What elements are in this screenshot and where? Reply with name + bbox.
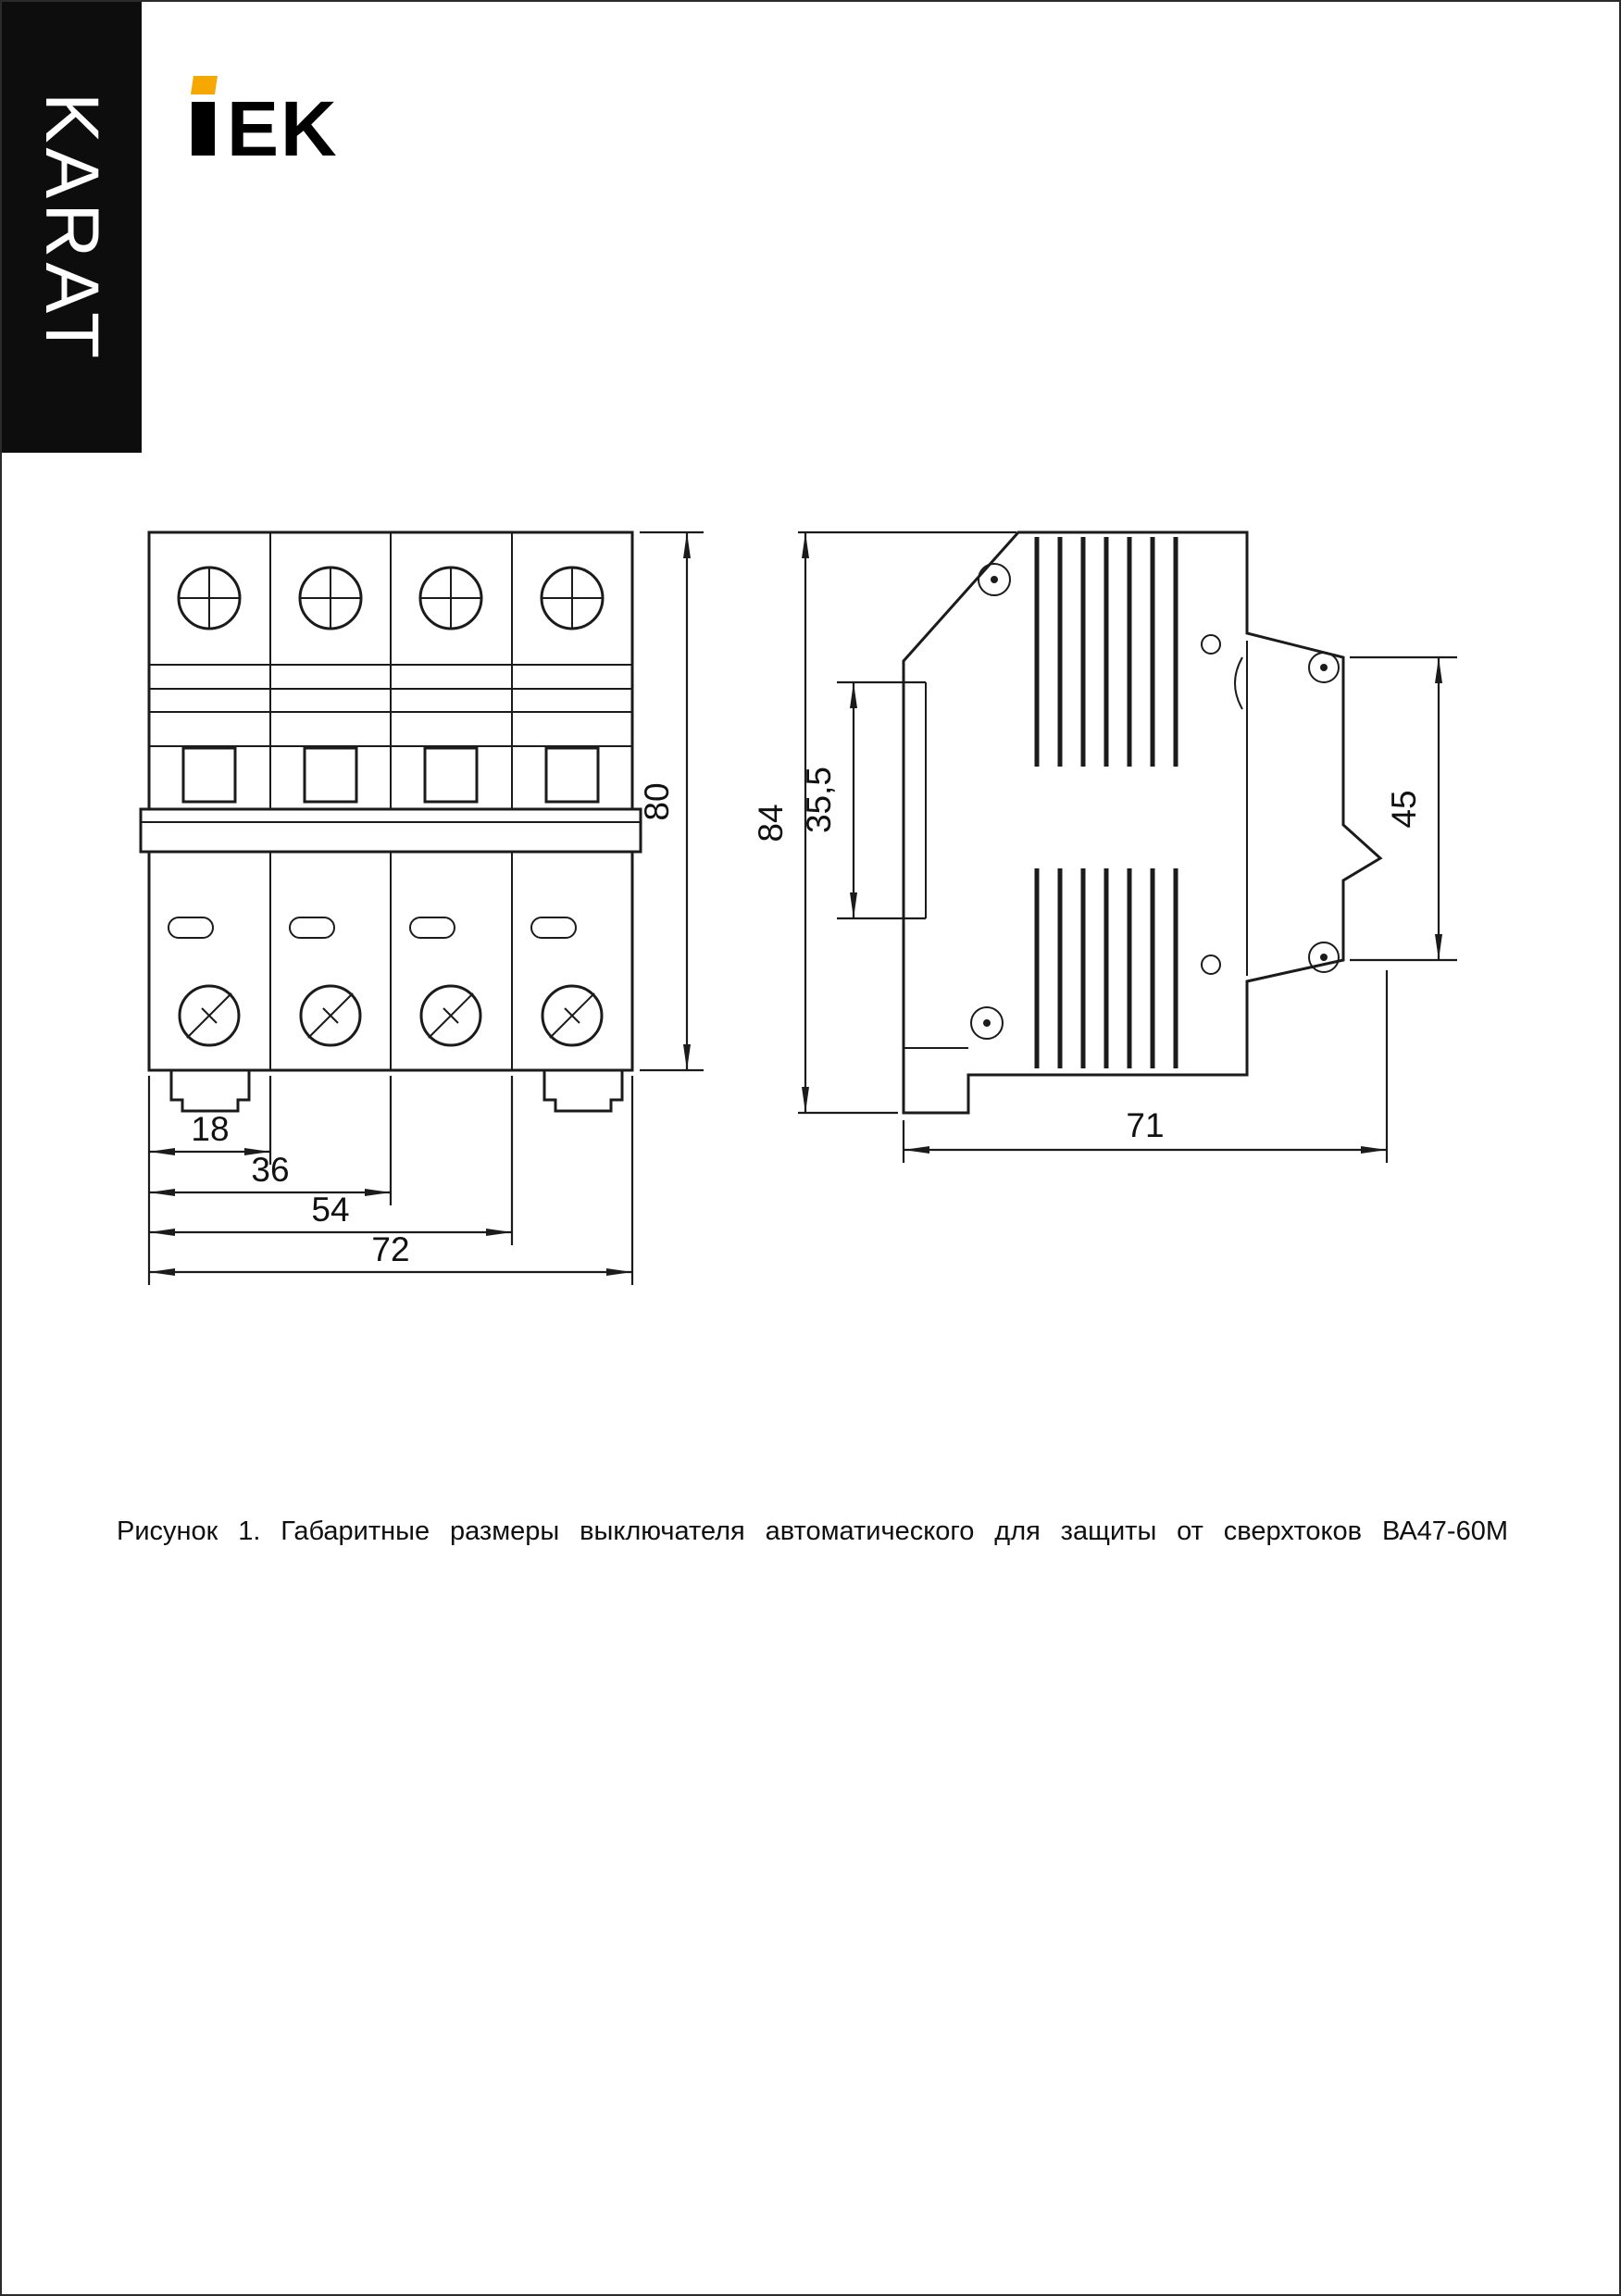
front-view <box>141 532 704 1285</box>
vent-slots-top <box>1037 537 1176 767</box>
logo-letters: EK <box>227 85 339 161</box>
technical-drawing <box>2 2 1621 1391</box>
dim-label-54: 54 <box>311 1191 350 1229</box>
dim-front-widths <box>149 1076 632 1285</box>
figure-caption: Рисунок 1. Габаритные размеры выключателя автоматического для защиты от сверхтоков ВА47-60М <box>117 1516 1508 1546</box>
dim-label-72: 72 <box>371 1230 410 1268</box>
dim-front-height <box>638 532 704 1070</box>
phillips-screw-icon <box>179 568 240 629</box>
dim-label-18: 18 <box>191 1110 230 1148</box>
dim-label-36: 36 <box>251 1151 290 1189</box>
side-view <box>752 532 1457 1163</box>
dim-label-80: 80 <box>638 782 676 821</box>
dim-label-35-5: 35,5 <box>800 766 838 834</box>
brand-banner-label: KARAT <box>30 92 115 363</box>
dim-flange <box>1350 657 1457 960</box>
vent-slots-bottom <box>1037 868 1176 1068</box>
handle-bar <box>141 809 641 852</box>
phillips-screw-icon <box>420 568 481 629</box>
phillips-screw-icon <box>300 568 361 629</box>
dim-label-45: 45 <box>1385 790 1423 829</box>
phillips-screw-icon <box>542 568 603 629</box>
dim-label-84: 84 <box>752 804 790 842</box>
breaker-body-side <box>904 532 1380 1113</box>
din-clips <box>171 1070 622 1111</box>
dim-label-71: 71 <box>1126 1106 1165 1144</box>
